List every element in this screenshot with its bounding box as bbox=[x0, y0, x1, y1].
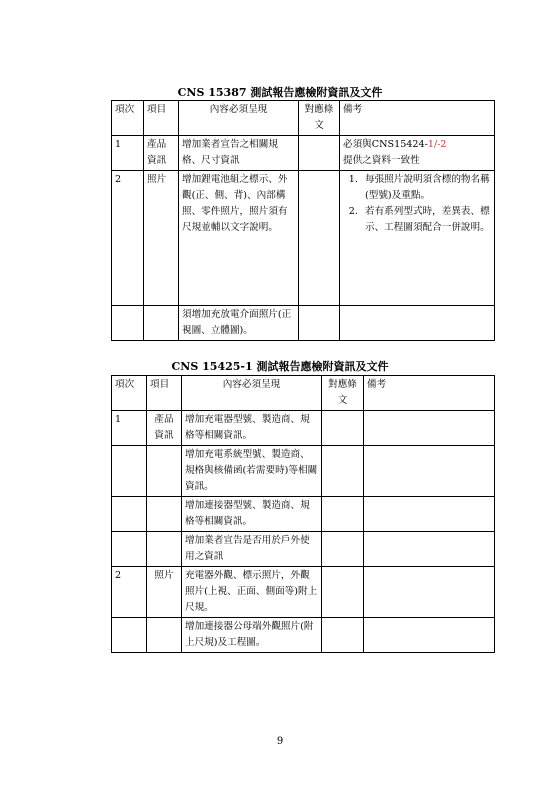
table2 bbox=[111, 375, 495, 653]
row-content: 增加充電器型號、製造商、規格等相關資訊。 bbox=[182, 411, 322, 446]
table-header-row bbox=[112, 376, 495, 411]
row-remark bbox=[340, 171, 495, 306]
table-row bbox=[112, 446, 495, 497]
header-item: 項目 bbox=[144, 101, 179, 136]
header-content: 內容必須呈現 bbox=[182, 376, 322, 411]
header-remark: 備考 bbox=[364, 376, 495, 411]
row-num: 1 bbox=[112, 136, 144, 171]
header-num: 項次 bbox=[112, 376, 147, 411]
table-row bbox=[112, 306, 495, 341]
row-num: 2 bbox=[112, 171, 144, 306]
remark-text-2: 提供之資料一致性 bbox=[343, 155, 420, 166]
row-clause bbox=[299, 136, 340, 171]
row-content: 須增加充放電介面照片(正視圖、立體圖)。 bbox=[179, 306, 299, 341]
row-content: 增加連接器公母端外觀照片(附上尺規)及工程圖。 bbox=[182, 618, 322, 653]
remark-list bbox=[343, 172, 491, 236]
row-num: 2 bbox=[112, 567, 147, 618]
header-remark: 備考 bbox=[340, 101, 495, 136]
header-num: 項次 bbox=[112, 101, 144, 136]
table-row bbox=[112, 497, 495, 532]
row-content: 增加業者宣告是否用於戶外使用之資訊 bbox=[182, 532, 322, 567]
row-item: 照片 bbox=[144, 171, 179, 306]
table-row bbox=[112, 532, 495, 567]
table-row bbox=[112, 567, 495, 618]
remark-list-item: 2. 若有系列型式時，差異表、標示、工程圖須配合一併說明。 bbox=[361, 204, 491, 236]
remark-highlight: 1/-2 bbox=[427, 139, 447, 150]
table-header-row bbox=[112, 101, 495, 136]
table2-title: CNS 15425-1 測試報告應檢附資訊及文件 bbox=[171, 360, 389, 373]
page-number: 9 bbox=[276, 736, 284, 747]
row-num: 1 bbox=[112, 411, 147, 446]
table-row bbox=[112, 136, 495, 171]
row-item: 照片 bbox=[147, 567, 182, 618]
remark-text: 必須與CNS15424- bbox=[343, 139, 428, 150]
row-item: 產品資訊 bbox=[147, 411, 182, 446]
row-content: 增加鋰電池組之標示、外觀(正、側、背)、內部構照、零件照片，照片須有尺規並輔以文字說明。 bbox=[179, 171, 299, 306]
remark-list-item: 1. 每張照片說明須含標的物名稱(型號)及重點。 bbox=[361, 172, 491, 204]
table1-title: CNS 15387 測試報告應檢附資訊及文件 bbox=[177, 86, 383, 99]
table-row bbox=[112, 618, 495, 653]
table-row bbox=[112, 411, 495, 446]
row-clause bbox=[299, 171, 340, 306]
row-content: 增加充電系統型號、製造商、規格與核備函(若需要時)等相關資訊。 bbox=[182, 446, 322, 497]
row-content: 增加連接器型號、製造商、規格等相關資訊。 bbox=[182, 497, 322, 532]
row-content: 增加業者宣告之相關規格、尺寸資訊 bbox=[179, 136, 299, 171]
table1 bbox=[111, 100, 495, 341]
header-item: 項目 bbox=[147, 376, 182, 411]
header-clause: 對應條文 bbox=[299, 101, 340, 136]
table-row bbox=[112, 171, 495, 306]
row-remark bbox=[340, 136, 495, 171]
header-clause: 對應條文 bbox=[322, 376, 364, 411]
header-content: 內容必須呈現 bbox=[179, 101, 299, 136]
row-content: 充電器外觀、標示照片，外觀照片(上視、正面、側面等)附上尺規。 bbox=[182, 567, 322, 618]
row-item: 產品資訊 bbox=[144, 136, 179, 171]
